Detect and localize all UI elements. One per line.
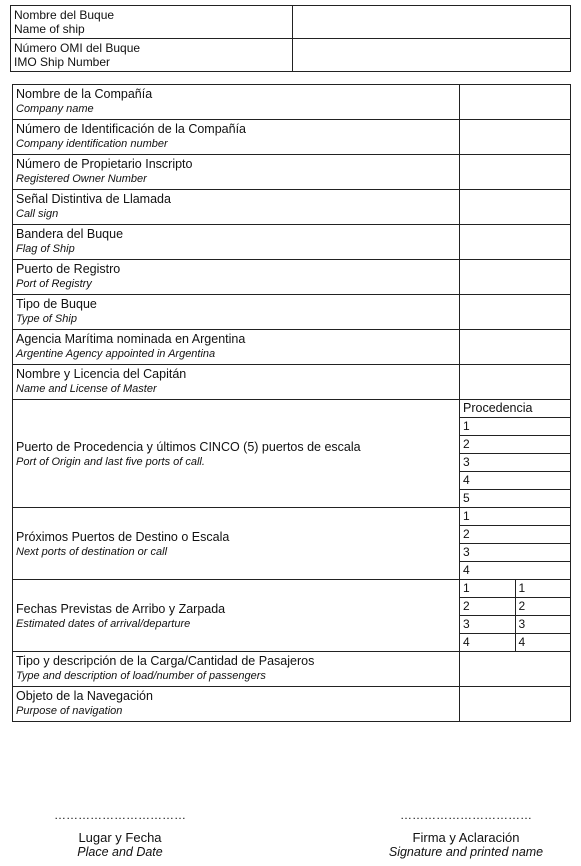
company-name-field[interactable] (460, 85, 571, 120)
departure-date-row[interactable]: 4 (515, 634, 570, 652)
company-id-label: Número de Identificación de la Compañía Company identification number (13, 120, 460, 155)
call-sign-label: Señal Distintiva de Llamada Call sign (13, 190, 460, 225)
origin-port-row[interactable]: 3 (460, 454, 570, 472)
flag-label: Bandera del Buque Flag of Ship (13, 225, 460, 260)
dates-label: Fechas Previstas de Arribo y Zarpada Estimated dates of arrival/departure (13, 580, 460, 652)
ship-type-label: Tipo de Buque Type of Ship (13, 295, 460, 330)
arrival-date-row[interactable]: 3 (460, 616, 515, 634)
signature-label-es: Firma y Aclaración (412, 830, 520, 845)
voyage-details-table (12, 84, 571, 722)
load-field[interactable] (460, 652, 571, 687)
ship-type-field[interactable] (460, 295, 571, 330)
departure-date-row[interactable]: 1 (515, 580, 570, 598)
arrival-date-row[interactable]: 4 (463, 635, 470, 649)
imo-number-field[interactable] (293, 39, 571, 72)
purpose-field[interactable] (460, 687, 571, 722)
next-port-row[interactable]: 3 (460, 544, 570, 562)
arrival-date-row[interactable]: 1 (460, 580, 515, 598)
master-field[interactable] (460, 365, 571, 400)
next-ports-cell (460, 508, 571, 580)
origin-ports-list (460, 400, 570, 507)
master-label: Nombre y Licencia del Capitán Name and License of Master (13, 365, 460, 400)
next-ports-label: Próximos Puertos de Destino o Escala Next ports of destination or call (13, 508, 460, 580)
purpose-label: Objeto de la Navegación Purpose of navigation (13, 687, 460, 722)
origin-ports-label: Puerto de Procedencia y últimos CINCO (5) puertos de escala Port of Origin and last five ports of call. (13, 400, 460, 508)
dates-list (460, 580, 570, 651)
next-port-row[interactable]: 2 (460, 526, 570, 544)
place-date-line: …………………………… (54, 808, 186, 822)
agency-label: Agencia Marítima nominada en Argentina Argentine Agency appointed in Argentina (13, 330, 460, 365)
signature-line: …………………………… (400, 808, 532, 822)
ship-name-label: Nombre del Buque Name of ship (11, 6, 293, 39)
origin-port-row[interactable]: 1 (460, 418, 570, 436)
dates-cell (460, 580, 571, 652)
origin-ports-cell (460, 400, 571, 508)
ship-name-field[interactable] (293, 6, 571, 39)
signature-block (368, 806, 564, 860)
place-date-label-en: Place and Date (77, 845, 163, 859)
call-sign-field[interactable] (460, 190, 571, 225)
origin-port-row[interactable]: 5 (463, 491, 470, 505)
registered-owner-field[interactable] (460, 155, 571, 190)
origin-port-row[interactable]: 2 (460, 436, 570, 454)
next-port-row[interactable]: 4 (463, 563, 470, 577)
place-date-signature (30, 806, 210, 860)
signature-label-en: Signature and printed name (388, 845, 544, 859)
origin-port-row[interactable]: 4 (460, 472, 570, 490)
ship-info-table (10, 5, 571, 72)
origin-header: Procedencia (460, 400, 570, 418)
next-ports-list (460, 508, 570, 579)
departure-date-row[interactable]: 2 (515, 598, 570, 616)
flag-field[interactable] (460, 225, 571, 260)
port-registry-label: Puerto de Registro Port of Registry (13, 260, 460, 295)
departure-date-row[interactable]: 3 (515, 616, 570, 634)
arrival-date-row[interactable]: 2 (460, 598, 515, 616)
load-label: Tipo y descripción de la Carga/Cantidad de Pasajeros Type and description of load/number of passengers (13, 652, 460, 687)
place-date-label-es: Lugar y Fecha (78, 830, 162, 845)
company-id-field[interactable] (460, 120, 571, 155)
company-name-label: Nombre de la Compañía Company name (13, 85, 460, 120)
next-port-row[interactable]: 1 (460, 508, 570, 526)
imo-number-label: Número OMI del Buque IMO Ship Number (11, 39, 293, 72)
agency-field[interactable] (460, 330, 571, 365)
registered-owner-label: Número de Propietario Inscripto Registered Owner Number (13, 155, 460, 190)
port-registry-field[interactable] (460, 260, 571, 295)
